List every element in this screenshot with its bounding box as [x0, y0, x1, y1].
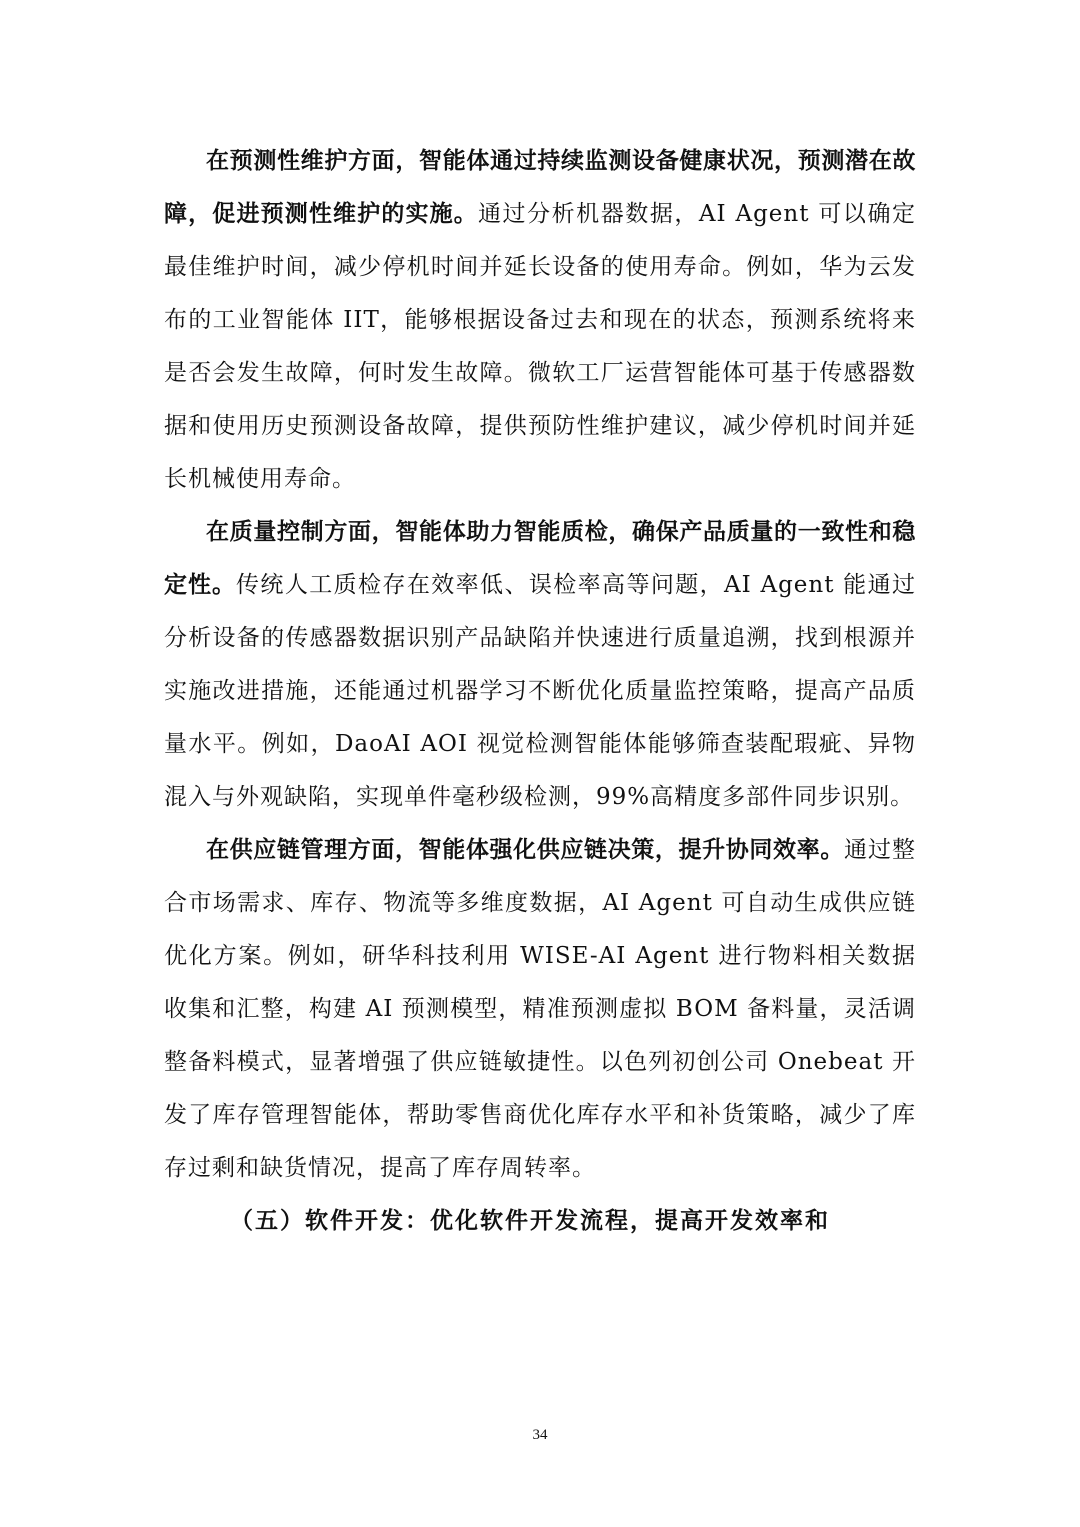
- paragraph-quality-control: [164, 506, 916, 824]
- paragraph-predictive-maintenance: [164, 135, 916, 506]
- paragraph-lead: 在预测性维护方面，智能体通过持续监测设备健康状况，预测潜在故障，促进预测性维护的实施。: [164, 148, 916, 227]
- paragraph-supply-chain: [164, 824, 916, 1195]
- paragraph-body: 通过整合市场需求、库存、物流等多维度数据，AI Agent 可自动生成供应链优化方案。例如，研华科技利用 WISE-AI Agent 进行物料相关数据收集和汇整，构建 AI 预测模型，精准预测虚拟 BOM 备料量，灵活调整备料模式，显著增强了供应链敏捷性。以色列初创公司 Onebeat 开发了库存管理智能体，帮助零售商优化库存水平和补货策略，减少了库存过剩和缺货情况，提高了库存周转率。: [164, 837, 917, 1181]
- paragraph-body: 传统人工质检存在效率低、误检率高等问题，AI Agent 能通过分析设备的传感器数据识别产品缺陷并快速进行质量追溯，找到根源并实施改进措施，还能通过机器学习不断优化质量监控策略，提高产品质量水平。例如，DaoAI AOI 视觉检测智能体能够筛查装配瑕疵、异物混入与外观缺陷，实现单件毫秒级检测，99%高精度多部件同步识别。: [164, 572, 916, 810]
- page-body: [164, 135, 916, 1248]
- paragraph-lead: 在质量控制方面，智能体助力智能质检，确保产品质量的一致性和稳定性。: [164, 519, 916, 598]
- paragraph-lead: 在供应链管理方面，智能体强化供应链决策，提升协同效率。: [206, 837, 844, 863]
- section-heading: （五）软件开发：优化软件开发流程，提高开发效率和: [230, 1208, 830, 1234]
- page-number: 34: [532, 1427, 548, 1443]
- paragraph-body: 通过分析机器数据，AI Agent 可以确定最佳维护时间，减少停机时间并延长设备的使用寿命。例如，华为云发布的工业智能体 IIT，能够根据设备过去和现在的状态，预测系统将来是否会发生故障，何时发生故障。微软工厂运营智能体可基于传感器数据和使用历史预测设备故障，提供预防性维护建议，减少停机时间并延长机械使用寿命。: [164, 201, 916, 492]
